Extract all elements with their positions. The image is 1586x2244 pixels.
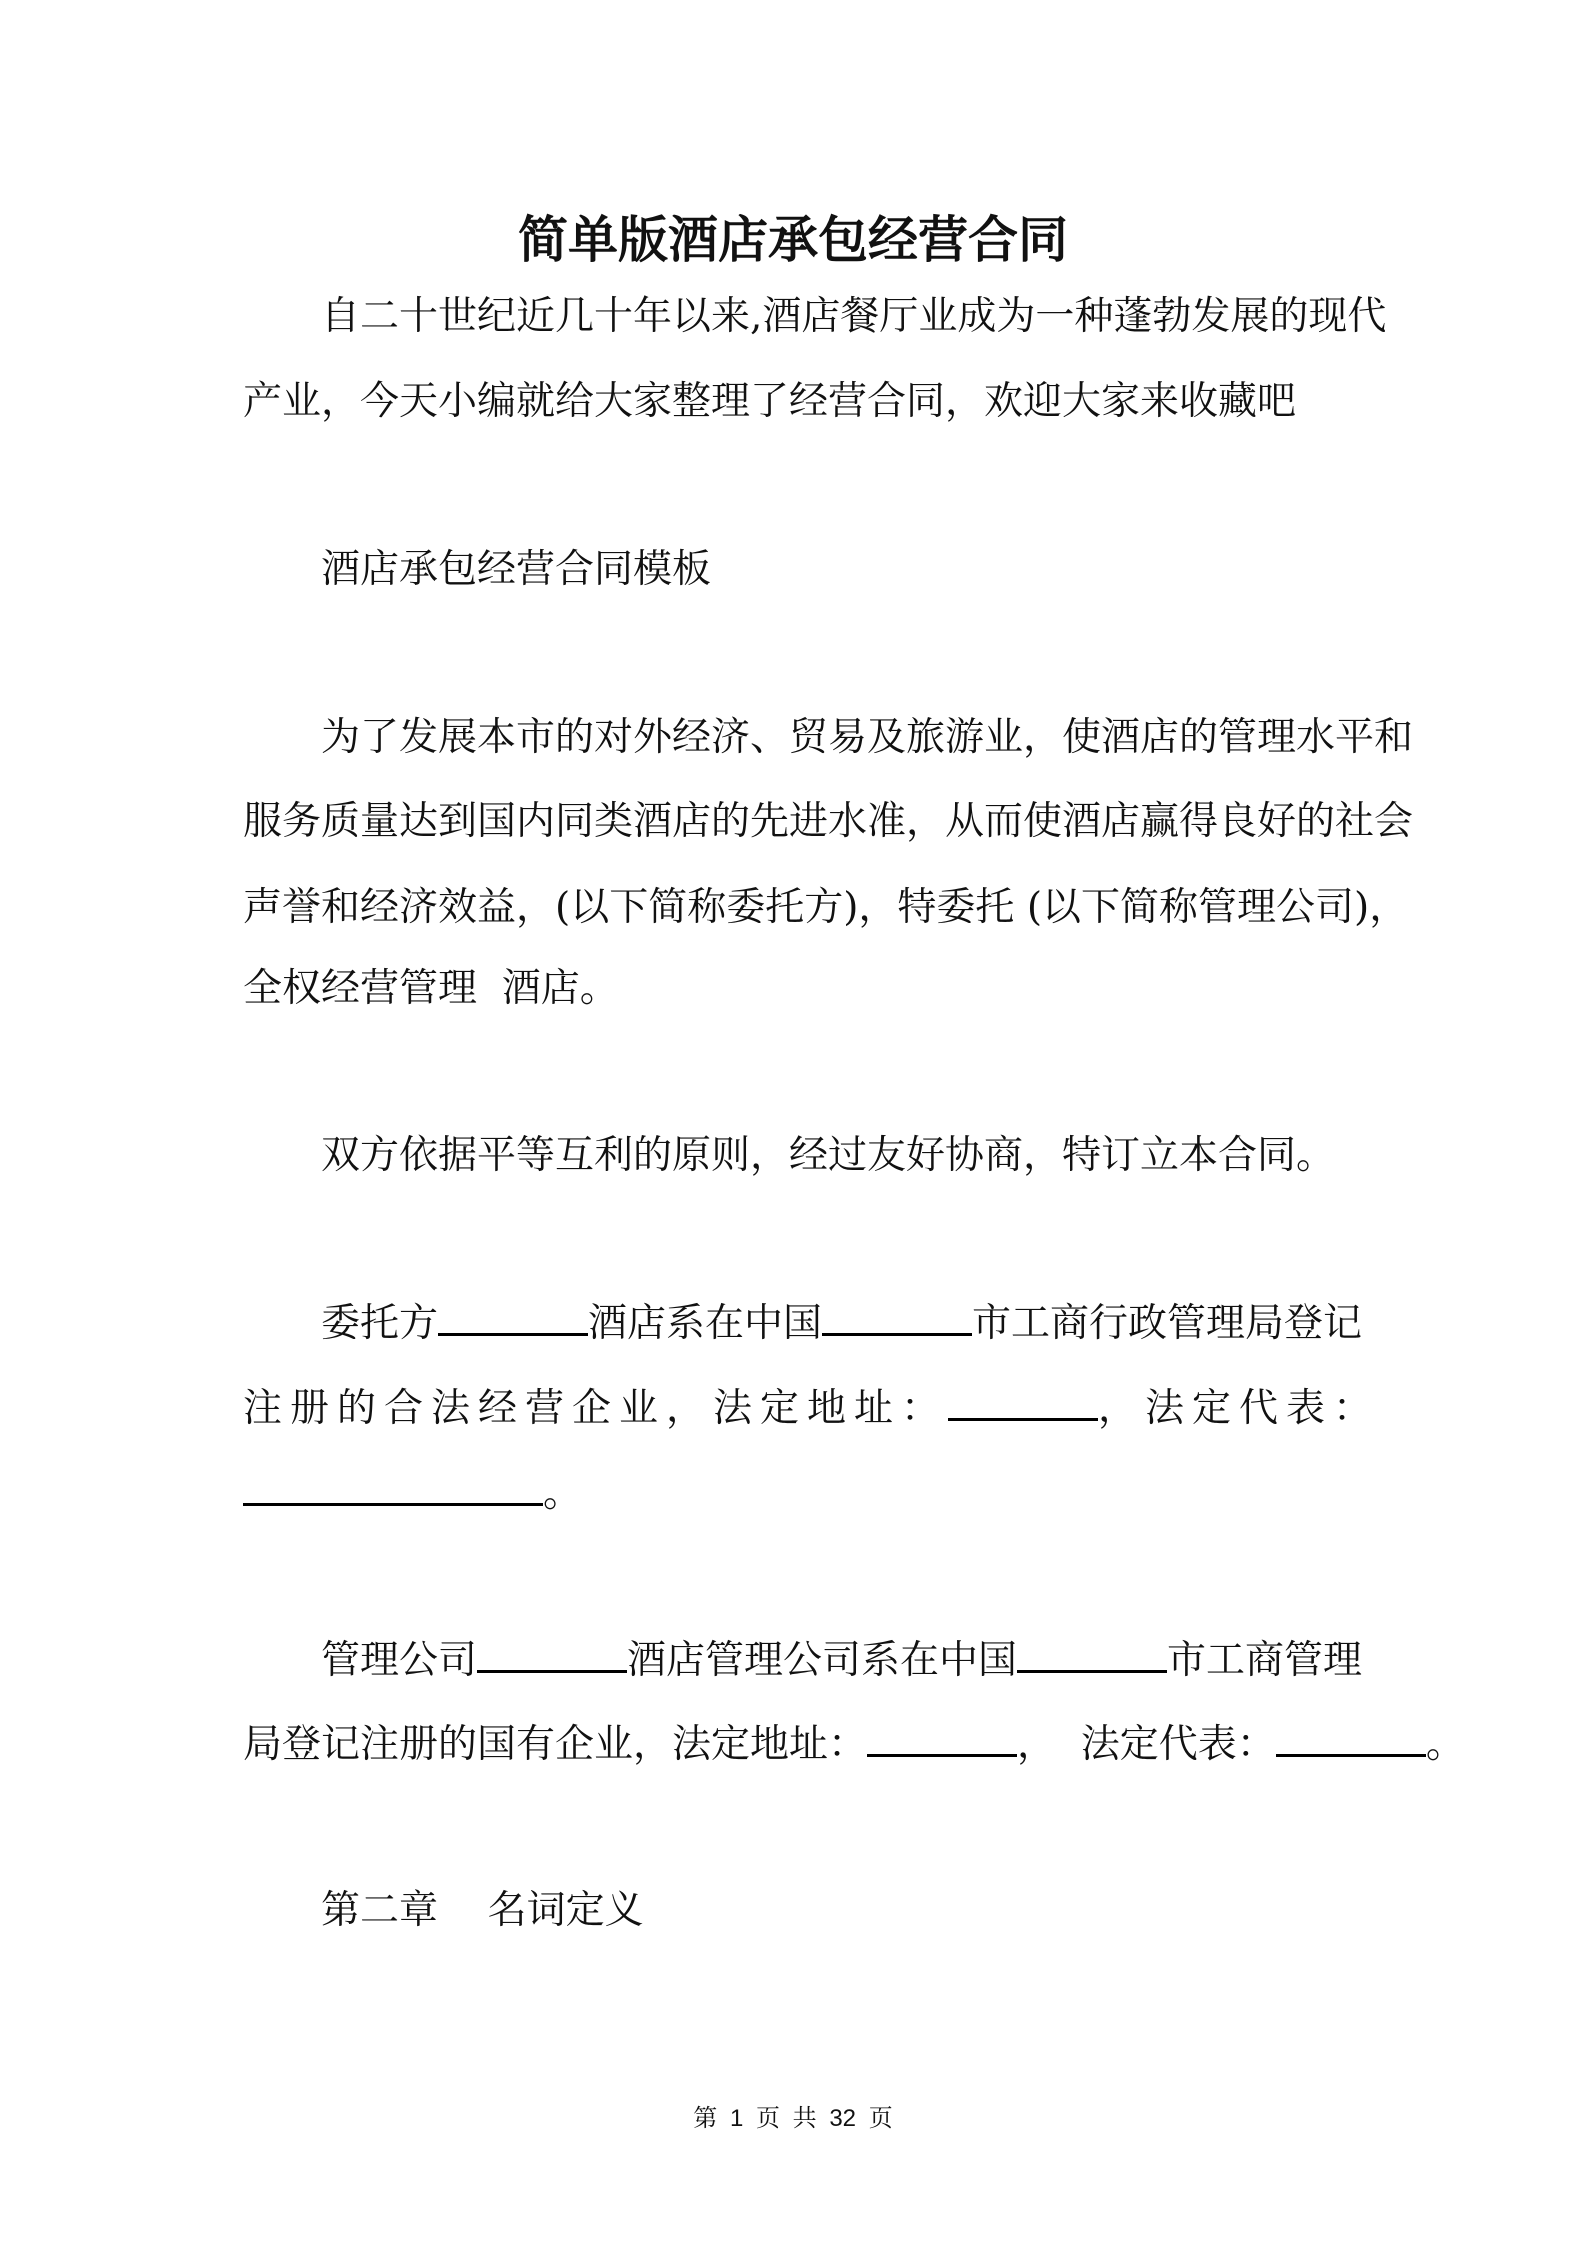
footer-text: 页 [868, 2105, 893, 2132]
text: 。 [1425, 1722, 1465, 1767]
blank-field[interactable] [438, 1303, 588, 1336]
text: 市工商行政管理局登记 [972, 1301, 1363, 1346]
agreement-text: 双方依据平等互利的原则，经过友好协商，特订立本合同。 [321, 1133, 1336, 1178]
text: 局登记注册的国有企业，法定地址： [243, 1722, 868, 1767]
blank-field[interactable] [1276, 1724, 1426, 1757]
party-a-line-2 [243, 1379, 1381, 1439]
text: 市工商管理 [1167, 1638, 1363, 1683]
intro-line-1: 自二十世纪近几十年以来,酒店餐厅业成为一种蓬勃发展的现代 [321, 294, 1387, 339]
text: 酒店管理公司系在中国 [627, 1638, 1018, 1683]
party-a-line-1 [243, 1294, 1363, 1354]
footer-text: 第 [693, 2105, 718, 2132]
text: 注册的合法经营企业，法定地址： [243, 1386, 949, 1431]
current-page: 1 [729, 2105, 744, 2132]
footer-text: 页 共 [755, 2105, 817, 2132]
purpose-line-1: 为了发展本市的对外经济、贸易及旅游业，使酒店的管理水平和 [321, 715, 1414, 760]
text: 管理公司 [321, 1638, 478, 1683]
blank-field[interactable] [1017, 1640, 1167, 1673]
text: 委托方 [321, 1301, 439, 1346]
text: ，法定代表： [1098, 1386, 1381, 1431]
blank-field[interactable] [867, 1724, 1017, 1757]
intro-line-2: 产业，今天小编就给大家整理了经营合同，欢迎大家来收藏吧 [243, 379, 1297, 424]
section-heading: 酒店承包经营合同模板 [321, 547, 712, 592]
blank-field[interactable] [948, 1388, 1098, 1421]
text: 酒店系在中国 [588, 1301, 823, 1346]
page-footer [0, 2098, 1586, 2133]
blank-field[interactable] [243, 1473, 543, 1506]
purpose-line-2: 服务质量达到国内同类酒店的先进水准，从而使酒店赢得良好的社会 [243, 799, 1414, 844]
blank-field[interactable] [822, 1303, 972, 1336]
party-b-line-2 [243, 1715, 1465, 1775]
text: ， 法定代表： [1017, 1722, 1276, 1767]
text: 。 [543, 1471, 583, 1516]
purpose-line-3: 声誉和经济效益，(以下简称委托方)，特委托 (以下简称管理公司)， [243, 885, 1409, 930]
chapter-heading: 第二章 名词定义 [321, 1888, 644, 1933]
total-pages: 32 [829, 2105, 857, 2132]
blank-field[interactable] [477, 1640, 627, 1673]
party-b-line-1 [243, 1631, 1363, 1691]
document-title: 简单版酒店承包经营合同 [518, 210, 1068, 269]
purpose-line-4: 全权经营管理 酒店。 [243, 966, 619, 1011]
party-a-line-3 [243, 1464, 1357, 1524]
